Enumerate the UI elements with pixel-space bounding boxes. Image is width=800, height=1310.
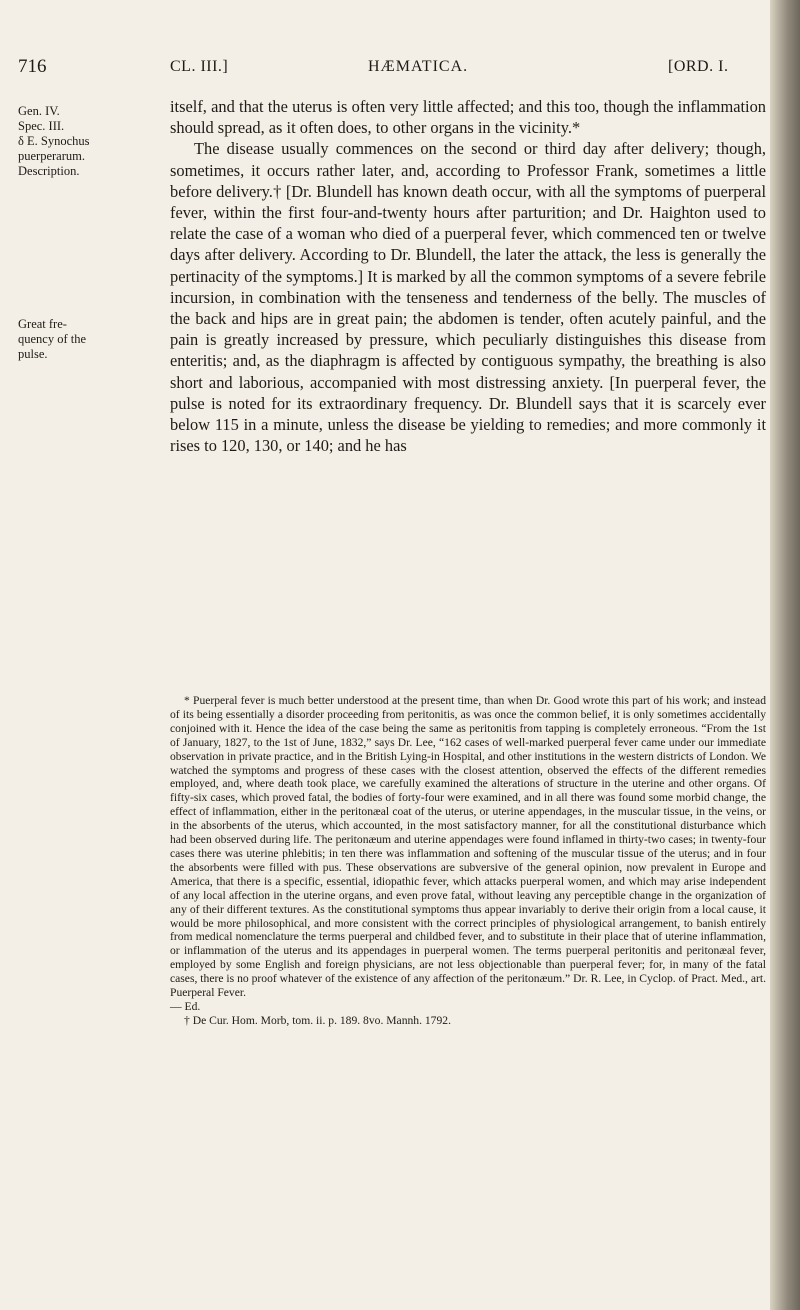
margin-note-pulse xyxy=(18,317,158,362)
margin-pulse-line-2: quency of the xyxy=(18,332,87,346)
class-label: CL. III.] xyxy=(170,58,229,75)
running-title: HÆMATICA. xyxy=(368,58,469,75)
running-header xyxy=(0,56,800,80)
footnote-dagger: † De Cur. Hom. Morb, tom. ii. p. 189. 8vo. Mannh. 1792. xyxy=(184,1013,451,1027)
page-number: 716 xyxy=(18,56,47,77)
page-edge-shadow xyxy=(770,0,800,1310)
margin-pulse-line-1: Great fre- xyxy=(18,317,67,331)
margin-variety: δ E. Synochus xyxy=(18,134,90,148)
margin-genus: Gen. IV. xyxy=(18,104,60,118)
body-paragraph: The disease usually commences on the second or third day after delivery; though, sometimes, it occurs rather later, and, according to Professor Frank, sometimes a little before delivery.† [Dr. Blundell has known death occur, with all the symptoms of puerperal fever, within the first four-and-twenty hours after parturition; and Dr. Haighton used to relate the case of a woman who died of a puerperal fever, which commenced ten or twelve days after delivery. According to Dr. Blundell, the later the attack, the less is generally the pertinacity of the symptoms.] It is marked by all the common symptoms of a severe febrile incursion, in combination with the tenseness and tenderness of the belly. The muscles of the back and hips are in great pain; the abdomen is tender, often acutely painful, and the pain is greatly increased by pressure, which peculiarly distinguishes this disease from enteritis; and, as the diaphragm is affected by contiguous sympathy, the breathing is also short and laborious, accompanied with most distressing anxiety. [In puerperal fever, the pulse is noted for its extraordinary frequency. Dr. Blundell says that it is scarcely ever below 115 in a minute, unless the disease be yielding to remedies; and more commonly it rises to 120, 130, or 140; and he has xyxy=(170,139,766,456)
order-label: [ORD. I. xyxy=(668,58,729,75)
margin-pulse-line-3: pulse. xyxy=(18,347,48,361)
body-paragraph: itself, and that the uterus is often very little affected; and this too, though the inflammation should spread, as it often does, to other organs in the vicinity.* xyxy=(170,97,766,138)
footnote-star: * Puerperal fever is much better understood at the present time, than when Dr. Good wrote this part of his work; and instead of its being essentially a disorder proceeding from peritonitis, as was once the common belief, it is only sometimes accidentally conjoined with it. Hence the idea of the case being the same as peritonitis from tapping is completely erroneous. “From the 1st of January, 1827, to the 1st of June, 1832,” says Dr. Lee, “162 cases of well-marked puerperal fever came under our immediate observation in private practice, and in the British Lying-in Hospital, and other institutions in the western districts of London. We watched the symptoms and progress of these cases with the closest attention, observed the effects of the different remedies employed, and, where death took place, we carefully examined the alterations of structure in the uterine and other organs. Of fifty-six cases, which proved fatal, the bodies of forty-four were examined, and in all there was found some morbid change, the effect of inflammation, either in the peritonæal coat of the uterus, or uterine appendages, in the muscular tissue, in the veins, or in the absorbents of the uterus, which accounted, in the most satisfactory manner, for all the constitutional disturbance which had been observed during life. The peritonæum and uterine appendages were found inflamed in thirty-two cases; in twenty-four cases there was uterine phlebitis; in ten there was inflammation and softening of the muscular tissue of the uterus; and in four the absorbents were filled with pus. These observations are subversive of the general opinion, now prevalent in Europe and America, that there is a specific, essential, idiopathic fever, which attacks puerperal women, and which may arise independent of any local affection in the uterine organs, and even prove fatal, without leaving any perceptible change in the organization of any of their different textures. As the constitutional symptoms thus appear invariably to derive their origin from a local cause, it would be more philosophical, and more consistent with the correct principles of physiological arrangement, to banish entirely from medical nomenclature the terms puerperal and childbed fever, and to substitute in their place that of uterine inflammation, or inflammation of the uterus and its appendages in puerperal women. The terms puerperal peritonitis and peritonæal fever, employed by some English and foreign physicians, are not less objectionable than puerperal fever; for, in many of the fatal cases, there is no proof whatever of the existence of any affection of the peritonæum.” Dr. R. Lee, in Cyclop. of Pract. Med., art. Puerperal Fever. xyxy=(170,694,766,1000)
footnote-editor: — Ed. xyxy=(170,999,201,1013)
margin-description: Description. xyxy=(18,164,80,178)
margin-species: Spec. III. xyxy=(18,119,65,133)
margin-note-genus xyxy=(18,104,158,179)
main-text xyxy=(170,96,766,456)
footnotes xyxy=(170,694,766,1028)
margin-variety-name: puerperarum. xyxy=(18,149,85,163)
